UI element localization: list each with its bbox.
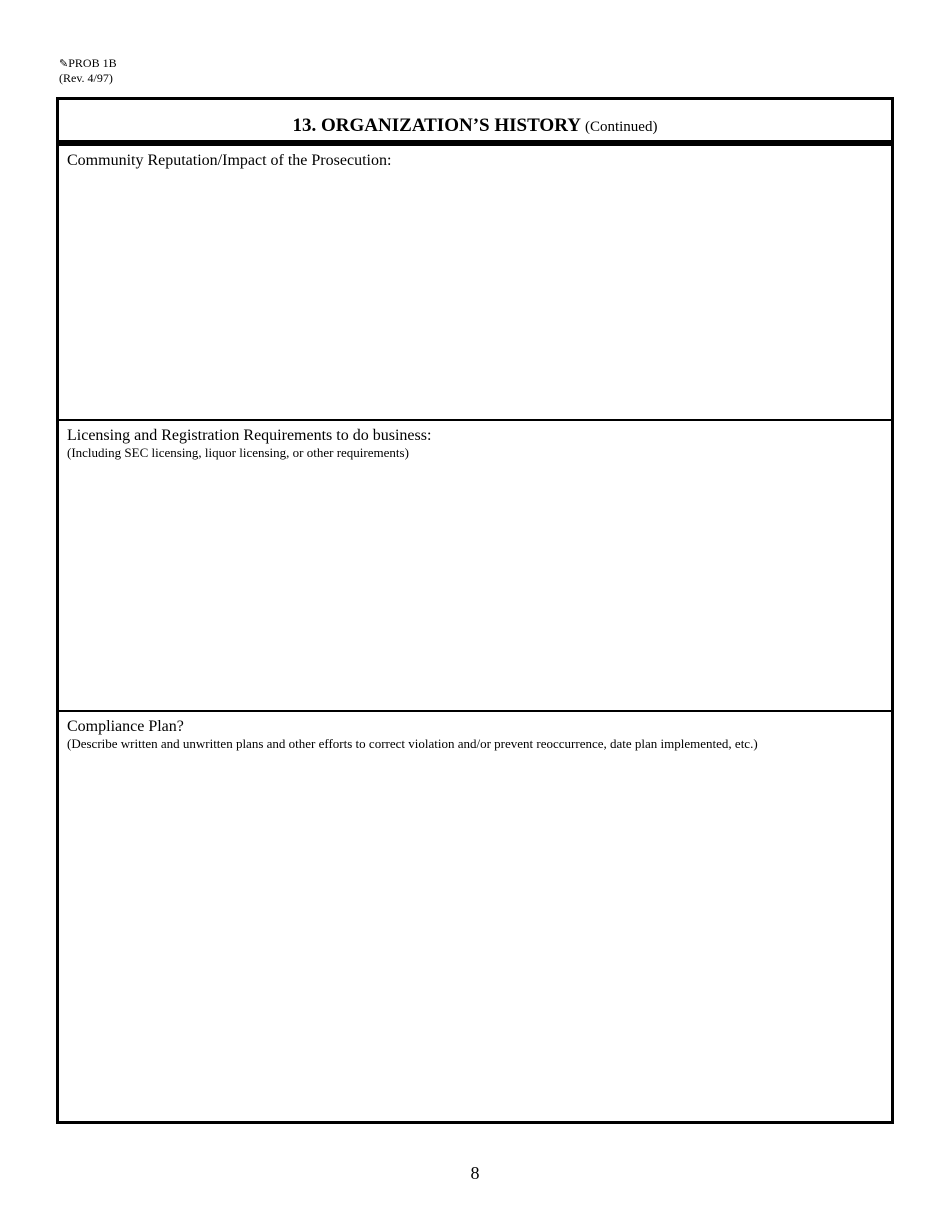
licensing-requirements-field[interactable]: [59, 421, 891, 712]
form-revision: (Rev. 4/97): [59, 71, 113, 85]
form-code-line: [59, 56, 117, 71]
form-frame: [56, 97, 894, 1124]
licensing-requirements-note: (Including SEC licensing, liquor licensing, or other requirements): [67, 445, 409, 460]
section-header: [59, 100, 891, 146]
licensing-requirements-label: Licensing and Registration Requirements to do business:: [67, 427, 432, 444]
compliance-plan-note: (Describe written and unwritten plans and other efforts to correct violation and/or prevent reoccurrence, date plan implemented, etc.): [67, 736, 758, 751]
community-reputation-field[interactable]: [59, 146, 891, 421]
compliance-plan-label: Compliance Plan?: [67, 718, 184, 735]
pencil-icon: ✎: [59, 58, 69, 70]
form-code: PROB 1B: [68, 56, 117, 70]
section-subtitle: (Continued): [584, 119, 658, 135]
compliance-plan-field[interactable]: [59, 712, 891, 1121]
form-identifier: [59, 56, 117, 85]
section-title: 13. ORGANIZATION’S HISTORY: [292, 115, 581, 136]
page-number: 8: [470, 1163, 480, 1183]
community-reputation-label: Community Reputation/Impact of the Prosecution:: [67, 152, 392, 169]
